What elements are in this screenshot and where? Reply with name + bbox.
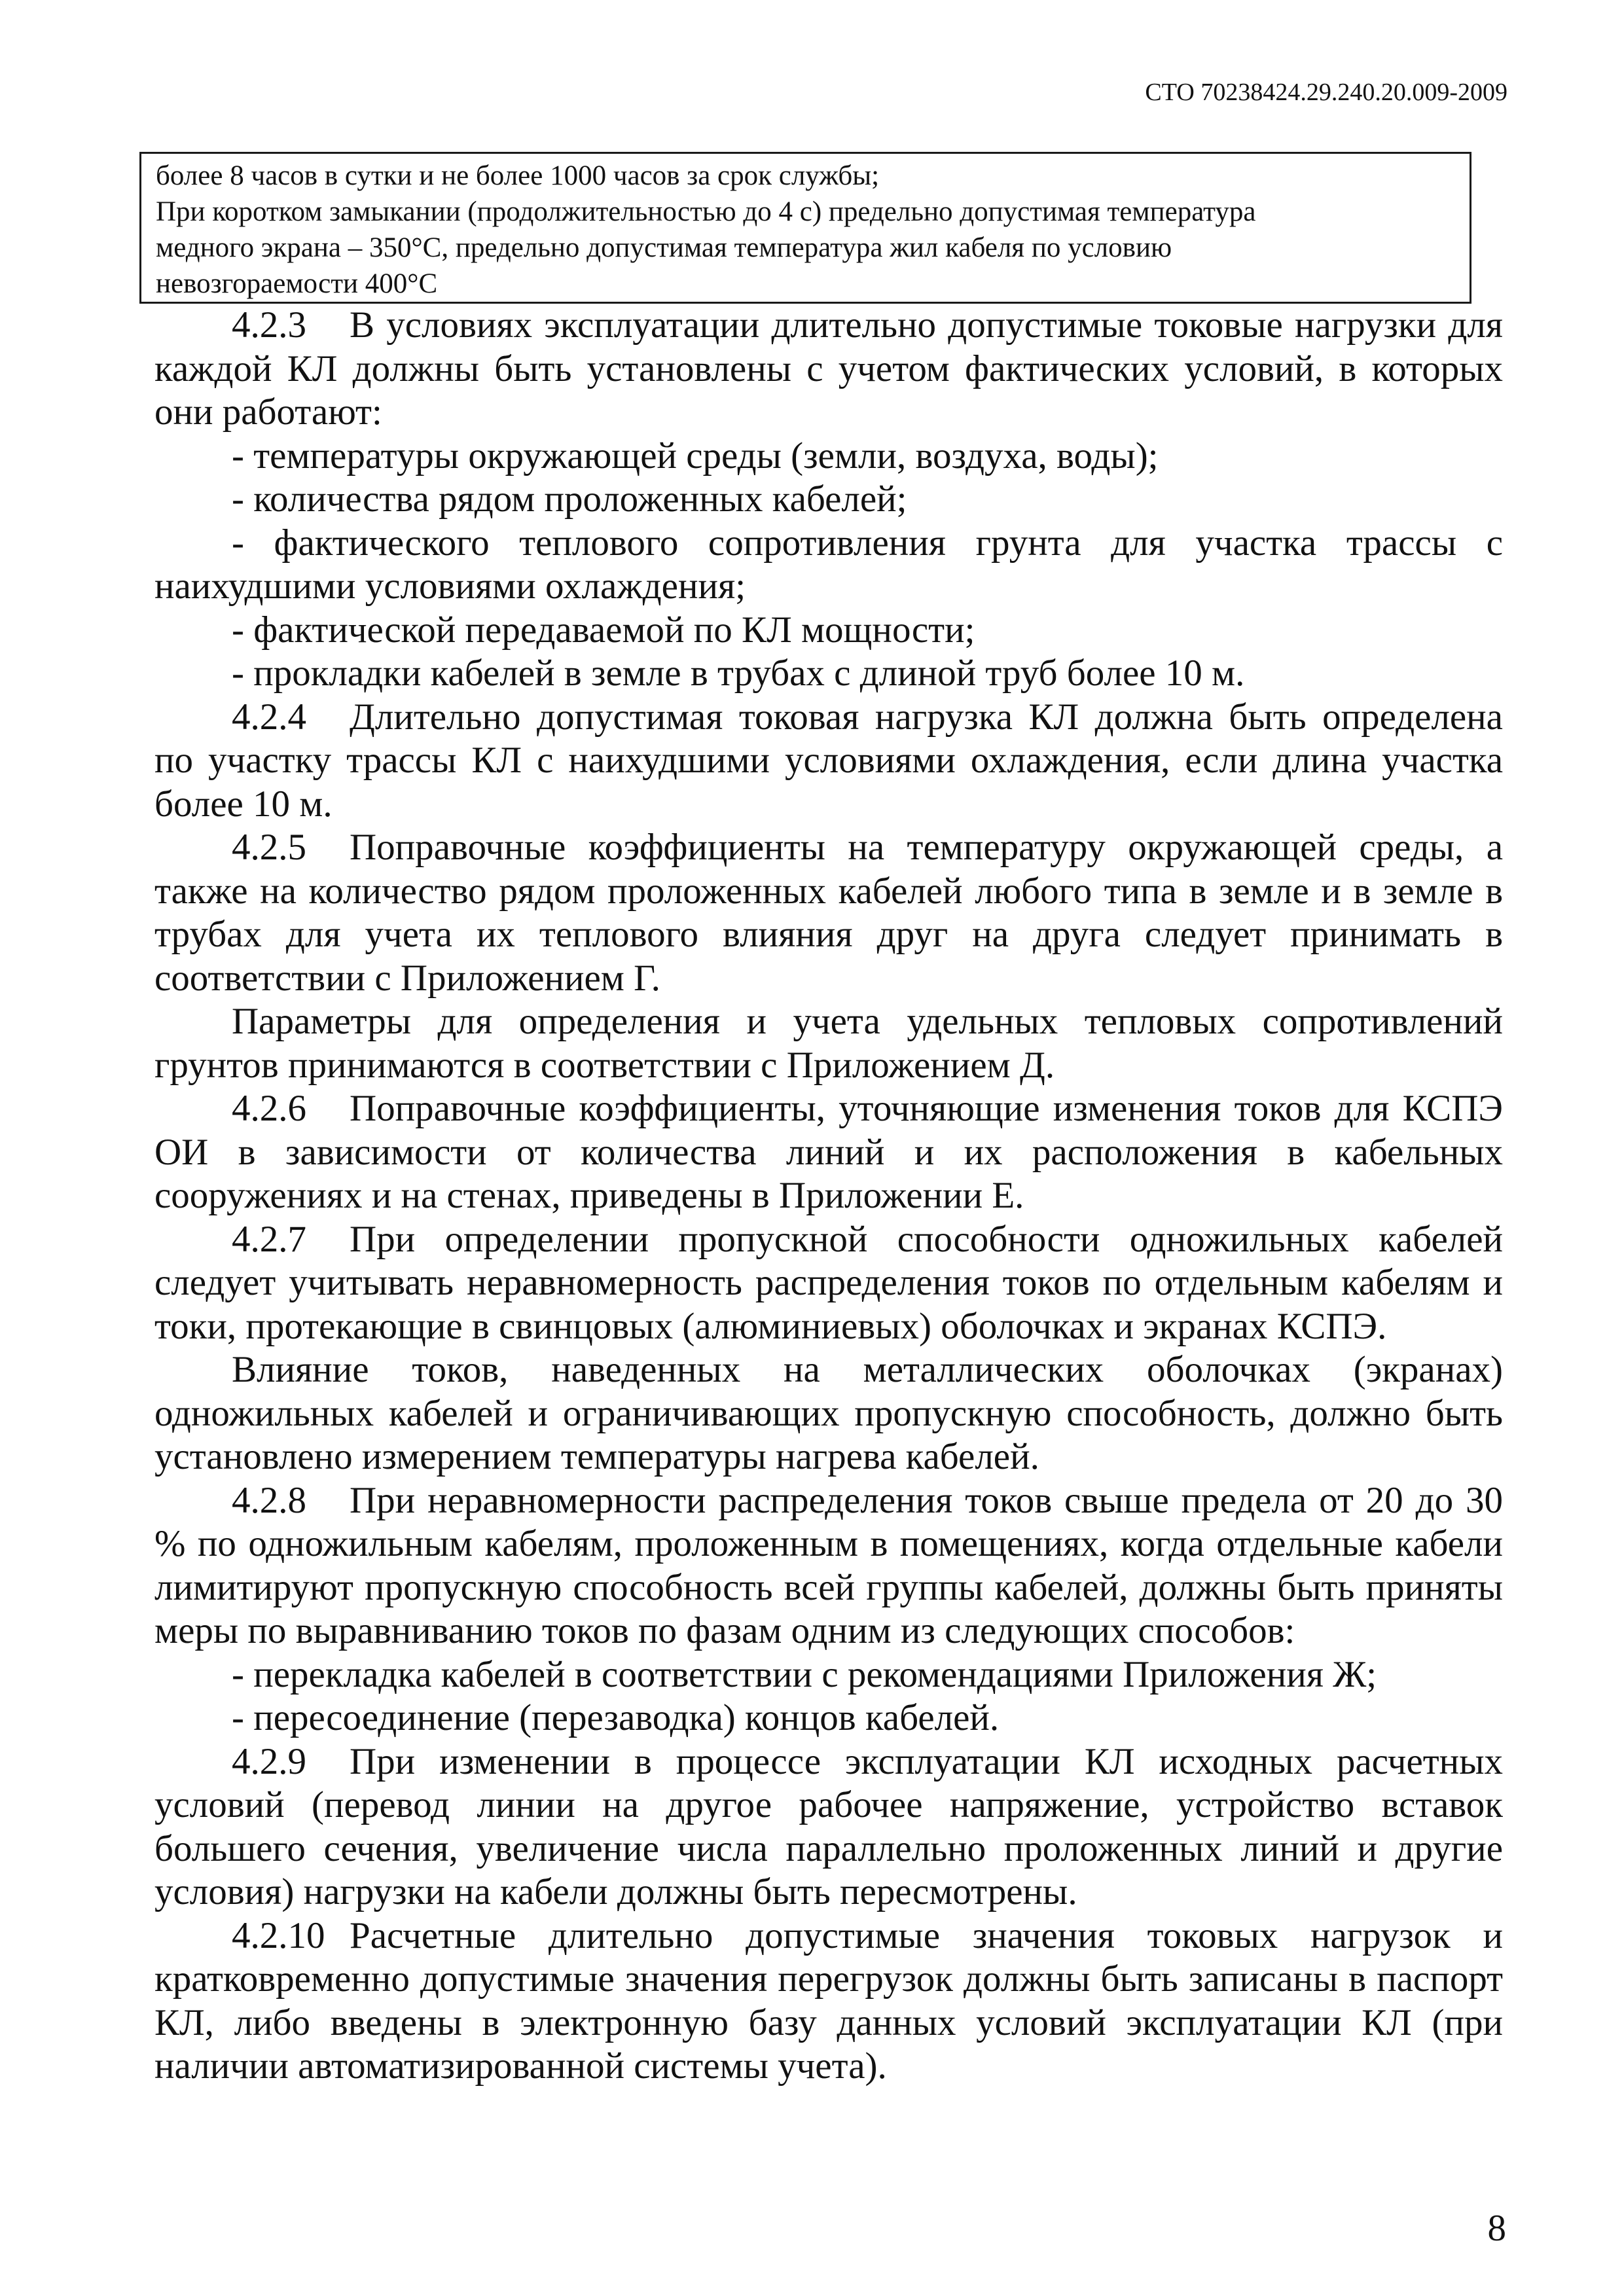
paragraph-number: 4.2.10 [232, 1914, 325, 1956]
list-item: - количества рядом проложенных кабелей; [232, 478, 907, 520]
paragraph-text: При неравномерности распределения токов свыше предела от 20 до 30 % по одножильным кабелям, проложенным в помещениях, когда отдельные кабели лимитируют пропускную способность всей группы кабелей, должны быть приняты меры по выравниванию токов по фазам одним из следующих способов: [154, 1479, 1503, 1651]
paragraph-4-2-8 [154, 1479, 1503, 1653]
paragraph-number: 4.2.3 [232, 304, 306, 346]
list-item: - прокладки кабелей в земле в трубах с длиной труб более 10 м. [232, 653, 1245, 694]
document-body [154, 304, 1503, 2089]
paragraph-number: 4.2.4 [232, 696, 306, 738]
box-line: медного экрана – 350°С, предельно допустимая температура жил кабеля по условию [156, 232, 1172, 263]
list-item: - перекладка кабелей в соответствии с рекомендациями Приложения Ж; [232, 1653, 1377, 1695]
paragraph-number: 4.2.7 [232, 1218, 306, 1260]
paragraph-number: 4.2.9 [232, 1740, 306, 1782]
page-number: 8 [1487, 2208, 1506, 2249]
box-line: более 8 часов в сутки и не более 1000 часов за срок службы; [156, 160, 880, 191]
paragraph-number: 4.2.5 [232, 827, 306, 868]
box-line: При коротком замыкании (продолжительностью до 4 с) предельно допустимая температура [156, 196, 1256, 227]
box-line: невозгораемости 400°С [156, 268, 438, 299]
document-code: СТО 70238424.29.240.20.009-2009 [1145, 79, 1507, 106]
paragraph-4-2-4 [154, 696, 1503, 827]
paragraph-text: При определении пропускной способности одножильных кабелей следует учитывать неравномерность распределения токов по отдельным кабелям и токи, протекающие в свинцовых (алюминиевых) оболочках и экранах КСПЭ. [154, 1218, 1503, 1347]
paragraph-4-2-5 [154, 826, 1503, 1000]
paragraph-number: 4.2.8 [232, 1479, 306, 1521]
paragraph-4-2-6 [154, 1087, 1503, 1218]
paragraph-4-2-7-continued: Влияние токов, наведенных на металлических оболочках (экранах) одножильных кабелей и ограничивающих пропускную способность, должно быть установлено измерением температуры нагрева кабелей. [154, 1349, 1503, 1477]
paragraph-text: Длительно допустимая токовая нагрузка КЛ должна быть определена по участку трассы КЛ с наихудшими условиями охлаждения, если длина участка более 10 м. [154, 696, 1503, 825]
paragraph-text: Поправочные коэффициенты, уточняющие изменения токов для КСПЭ ОИ в зависимости от количества линий и их расположения в кабельных сооружениях и на стенах, приведены в Приложении Е. [154, 1088, 1503, 1216]
list-item: - пересоединение (перезаводка) концов кабелей. [232, 1697, 1000, 1738]
paragraph-4-2-3 [154, 304, 1503, 435]
paragraph-text: При изменении в процессе эксплуатации КЛ исходных расчетных условий (перевод линии на другое рабочее напряжение, устройство вставок большего сечения, увеличение числа параллельно проложенных линий и другие условия) нагрузки на кабели должны быть пересмотрены. [154, 1740, 1503, 1912]
paragraph-text: Поправочные коэффициенты на температуру окружающей среды, а также на количество рядом проложенных кабелей любого типа в земле и в земле в трубах для учета их теплового влияния друг на друга следует принимать в соответствии с Приложением Г. [154, 827, 1503, 999]
paragraph-4-2-9 [154, 1740, 1503, 1914]
paragraph-number: 4.2.6 [232, 1088, 306, 1129]
list-item: - фактической передаваемой по КЛ мощности; [232, 609, 975, 651]
paragraph-4-2-10 [154, 1914, 1503, 2089]
paragraph-4-2-5-continued: Параметры для определения и учета удельных тепловых сопротивлений грунтов принимаются в соответствии с Приложением Д. [154, 1001, 1503, 1086]
paragraph-4-2-7 [154, 1218, 1503, 1349]
paragraph-text: В условиях эксплуатации длительно допустимые токовые нагрузки для каждой КЛ должны быть установлены с учетом фактических условий, в которых они работают: [154, 304, 1503, 433]
paragraph-text: Расчетные длительно допустимые значения токовых нагрузок и кратковременно допустимые значения перегрузок должны быть записаны в паспорт КЛ, либо введены в электронную базу данных условий эксплуатации КЛ (при наличии автоматизированной системы учета). [154, 1914, 1503, 2087]
list-item: - фактического теплового сопротивления грунта для участка трассы с наихудшими условиями охлаждения; [154, 522, 1503, 607]
list-item: - температуры окружающей среды (земли, воздуха, воды); [232, 435, 1159, 476]
conditions-box [139, 152, 1471, 304]
